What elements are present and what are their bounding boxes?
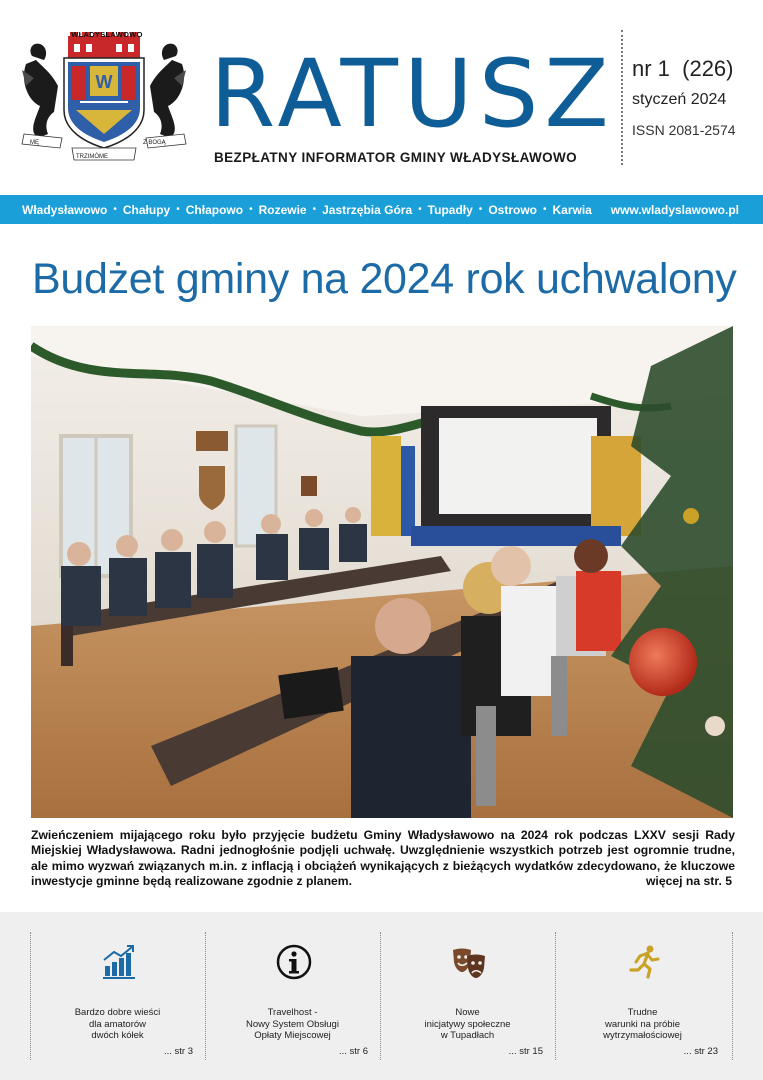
nav-item-ostrowo[interactable]: Ostrowo <box>488 202 537 217</box>
issue-issn: ISSN 2081-2574 <box>632 122 736 138</box>
theatre-masks-icon <box>451 944 487 980</box>
crest-motto-right: Z BOGĄ <box>143 140 166 146</box>
teasers-footer <box>0 912 763 1080</box>
nav-separator: • <box>113 204 117 215</box>
nav-separator: • <box>542 204 547 215</box>
nav-item-chalupy[interactable]: Chałupy <box>122 202 171 217</box>
nav-separator: • <box>312 204 317 215</box>
article-headline: Budżet gminy na 2024 rok uchwalony <box>32 255 737 303</box>
info-icon <box>276 944 312 980</box>
continue-reading-link[interactable]: więcej na str. 5 <box>645 874 732 888</box>
teaser-item[interactable] <box>30 932 205 1060</box>
locality-navbar <box>0 195 763 224</box>
nav-separator: • <box>478 204 483 215</box>
masthead-tagline: BEZPŁATNY INFORMATOR GMINY WŁADYSŁAWOWO <box>214 150 578 165</box>
teaser-page-ref: ... str 3 <box>163 1046 193 1057</box>
running-person-icon <box>626 944 662 980</box>
teaser-item[interactable] <box>555 932 730 1060</box>
issue-number: nr 1 (226) <box>632 56 734 81</box>
nav-item-wladyslawowo[interactable]: Władysławowo <box>22 202 108 217</box>
teaser-item[interactable] <box>205 932 380 1060</box>
coat-of-arms-logo <box>18 26 190 170</box>
crest-title-text: WŁADYSŁAWOWO <box>71 30 143 39</box>
bar-chart-growth-icon <box>101 944 137 980</box>
masthead-title: RATUSZ <box>210 40 615 149</box>
teaser-divider <box>205 932 206 1060</box>
teaser-page-ref: ... str 15 <box>508 1046 543 1057</box>
nav-item-rozewie[interactable]: Rozewie <box>258 202 307 217</box>
issue-date: styczeń 2024 <box>632 91 727 108</box>
teaser-page-ref: ... str 23 <box>683 1046 718 1057</box>
nav-item-tupadly[interactable]: Tupadły <box>427 202 473 217</box>
nav-item-chlapowo[interactable]: Chłapowo <box>185 202 244 217</box>
article-lead-paragraph: Zwieńczeniem mijającego roku było przyjęcie budżetu Gminy Władysławowo na 2024 rok podczas LXXV sesji Rady Miejskiej Władysławowa. Radni jednogłośnie podjęli uchwałę. Uwzględnienie wszystkich potrzeb jest ogromnie trudne, ale mimo wyzwań związanych m.in. z inflacją i obciążeń wynikających z bieżących wydatków zdecydowano, że kluczowe inwestycje gminne będą realizowane zgodnie z planem. <box>31 828 735 888</box>
teaser-text: Bardzo dobre wieści dla amatorów dwóch kółek <box>74 1007 161 1041</box>
teaser-text: Travelhost - Nowy System Obsługi Opłaty Miejscowej <box>246 1007 339 1041</box>
crest-motto-center: TRZIMÓME <box>76 154 108 160</box>
website-link[interactable]: www.wladyslawowo.pl <box>610 203 739 217</box>
nav-item-jastrzebia-gora[interactable]: Jastrzębia Góra <box>322 202 413 217</box>
nav-separator: • <box>176 204 180 215</box>
svg-text:W: W <box>95 72 113 92</box>
teaser-text: Trudne warunki na próbie wytrzymałościowej <box>603 1007 682 1041</box>
issue-divider <box>621 30 623 165</box>
council-session-photo <box>31 326 733 818</box>
nav-item-karwia[interactable]: Karwia <box>552 202 592 217</box>
nav-separator: • <box>418 204 422 215</box>
masthead-header <box>0 0 763 195</box>
nav-separator: • <box>249 204 253 215</box>
teaser-page-ref: ... str 6 <box>338 1046 368 1057</box>
teaser-divider <box>555 932 556 1060</box>
crest-motto-left: MĘ <box>30 140 39 146</box>
teaser-text: Nowe inicjatywy społeczne w Tupadłach <box>424 1007 511 1041</box>
teaser-divider <box>30 932 31 1060</box>
teaser-divider <box>380 932 381 1060</box>
teaser-item[interactable] <box>380 932 555 1060</box>
teaser-divider-end <box>732 932 733 1060</box>
